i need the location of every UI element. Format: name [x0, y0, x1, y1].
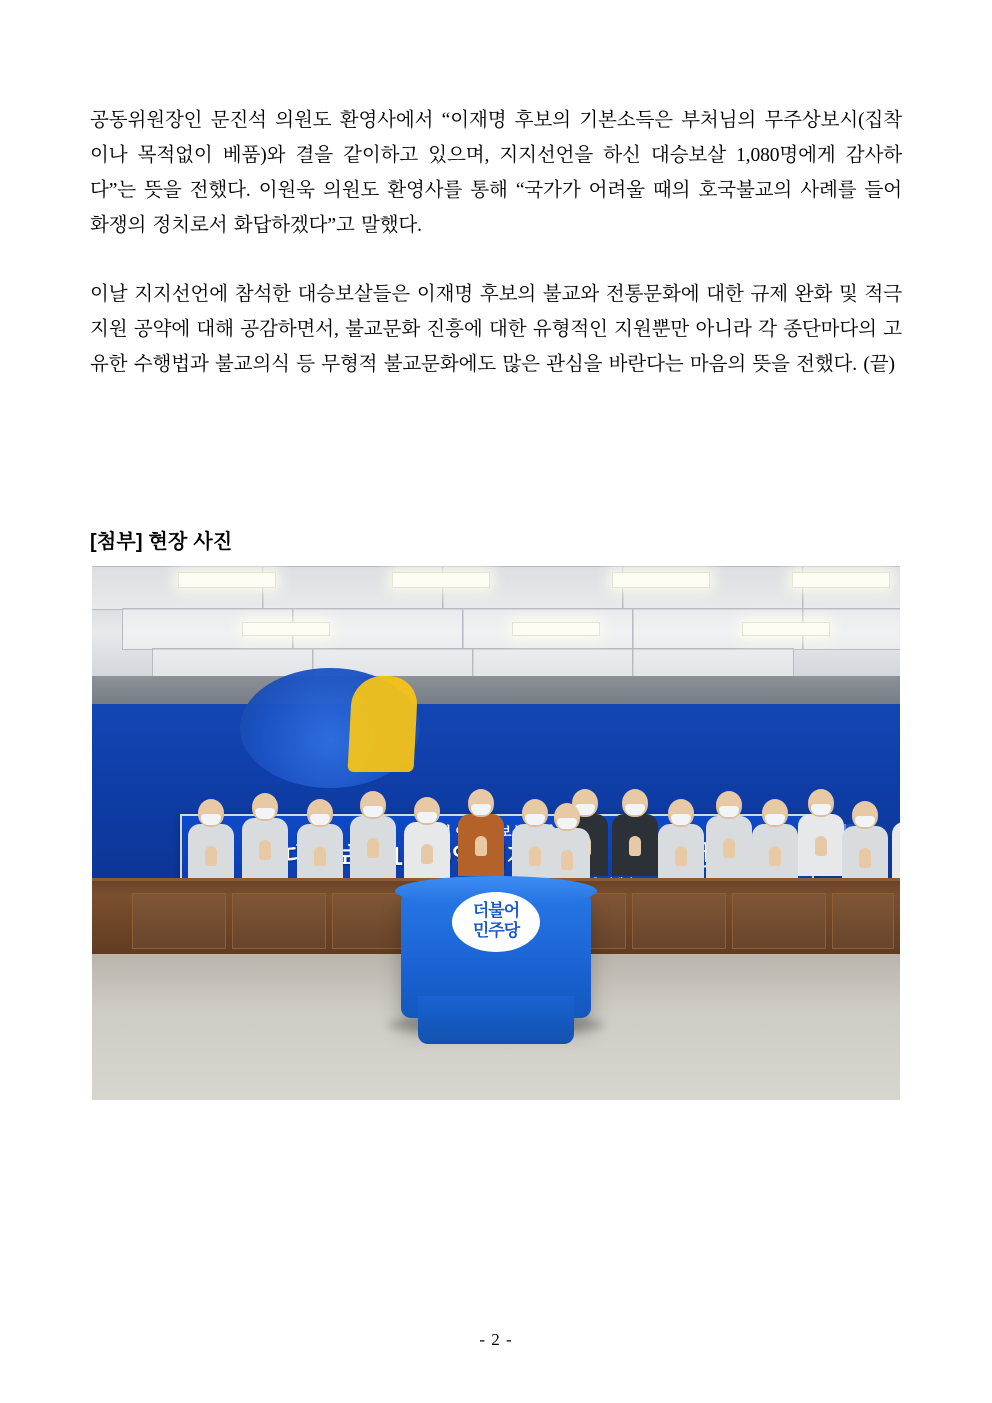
attendees-group — [92, 762, 900, 890]
backdrop-yellow-graphic — [347, 676, 418, 772]
attendee — [404, 797, 450, 884]
attachment-heading: [첨부] 현장 사진 — [90, 531, 233, 553]
attendee — [706, 791, 752, 878]
attendee — [188, 799, 234, 886]
attendee — [242, 793, 288, 880]
attendee — [612, 789, 658, 876]
page-number: - 2 - — [479, 1330, 513, 1349]
attendee — [297, 799, 343, 886]
ceiling-light — [392, 572, 490, 588]
ceiling-light — [242, 622, 330, 636]
emblem-line-2: 민주당 — [472, 921, 520, 940]
attendee — [892, 797, 900, 884]
site-photo — [92, 566, 900, 1100]
attendee — [458, 789, 504, 876]
ceiling-light — [612, 572, 710, 588]
ceiling-light — [742, 622, 830, 636]
attendee — [658, 799, 704, 886]
ceiling — [92, 566, 900, 686]
attendee — [752, 799, 798, 886]
photo-scene — [92, 566, 900, 1100]
podium-base — [418, 996, 574, 1044]
party-emblem — [452, 892, 540, 952]
paragraph-2: 이날 지지선언에 참석한 대승보살들은 이재명 후보의 불교와 전통문화에 대한 규제 완화 및 적극 지원 공약에 대해 공감하면서, 불교문화 진흥에 대한 유형적인 지원뿐만 아니라 각 종단마다의 고유한 수행법과 불교의식 등 무형적 불교문화에도 많은 관심을 바란다는 마음의 뜻을 전했다. (끝) — [90, 284, 902, 375]
attendee — [842, 801, 888, 888]
attendee — [350, 791, 396, 878]
ceiling-light — [792, 572, 890, 588]
ceiling-light — [512, 622, 600, 636]
attendee — [544, 803, 590, 890]
ceiling-light — [178, 572, 276, 588]
podium — [401, 888, 591, 1018]
emblem-line-1: 더불어 — [472, 901, 520, 920]
paragraph-1: 공동위원장인 문진석 의원도 환영사에서 “이재명 후보의 기본소득은 부처님의 무주상보시(집착이나 목적없이 베품)와 결을 같이하고 있으며, 지지선언을 하신 대승보살 1,080명에게 감사하다”는 뜻을 전했다. 이원욱 의원도 환영사를 통해 “국가가 어려울 때의 호국불교의 사례를 들어 화쟁의 정치로서 화답하겠다”고 말했다. — [90, 110, 902, 236]
attendee — [798, 789, 844, 876]
body-text — [90, 103, 902, 382]
